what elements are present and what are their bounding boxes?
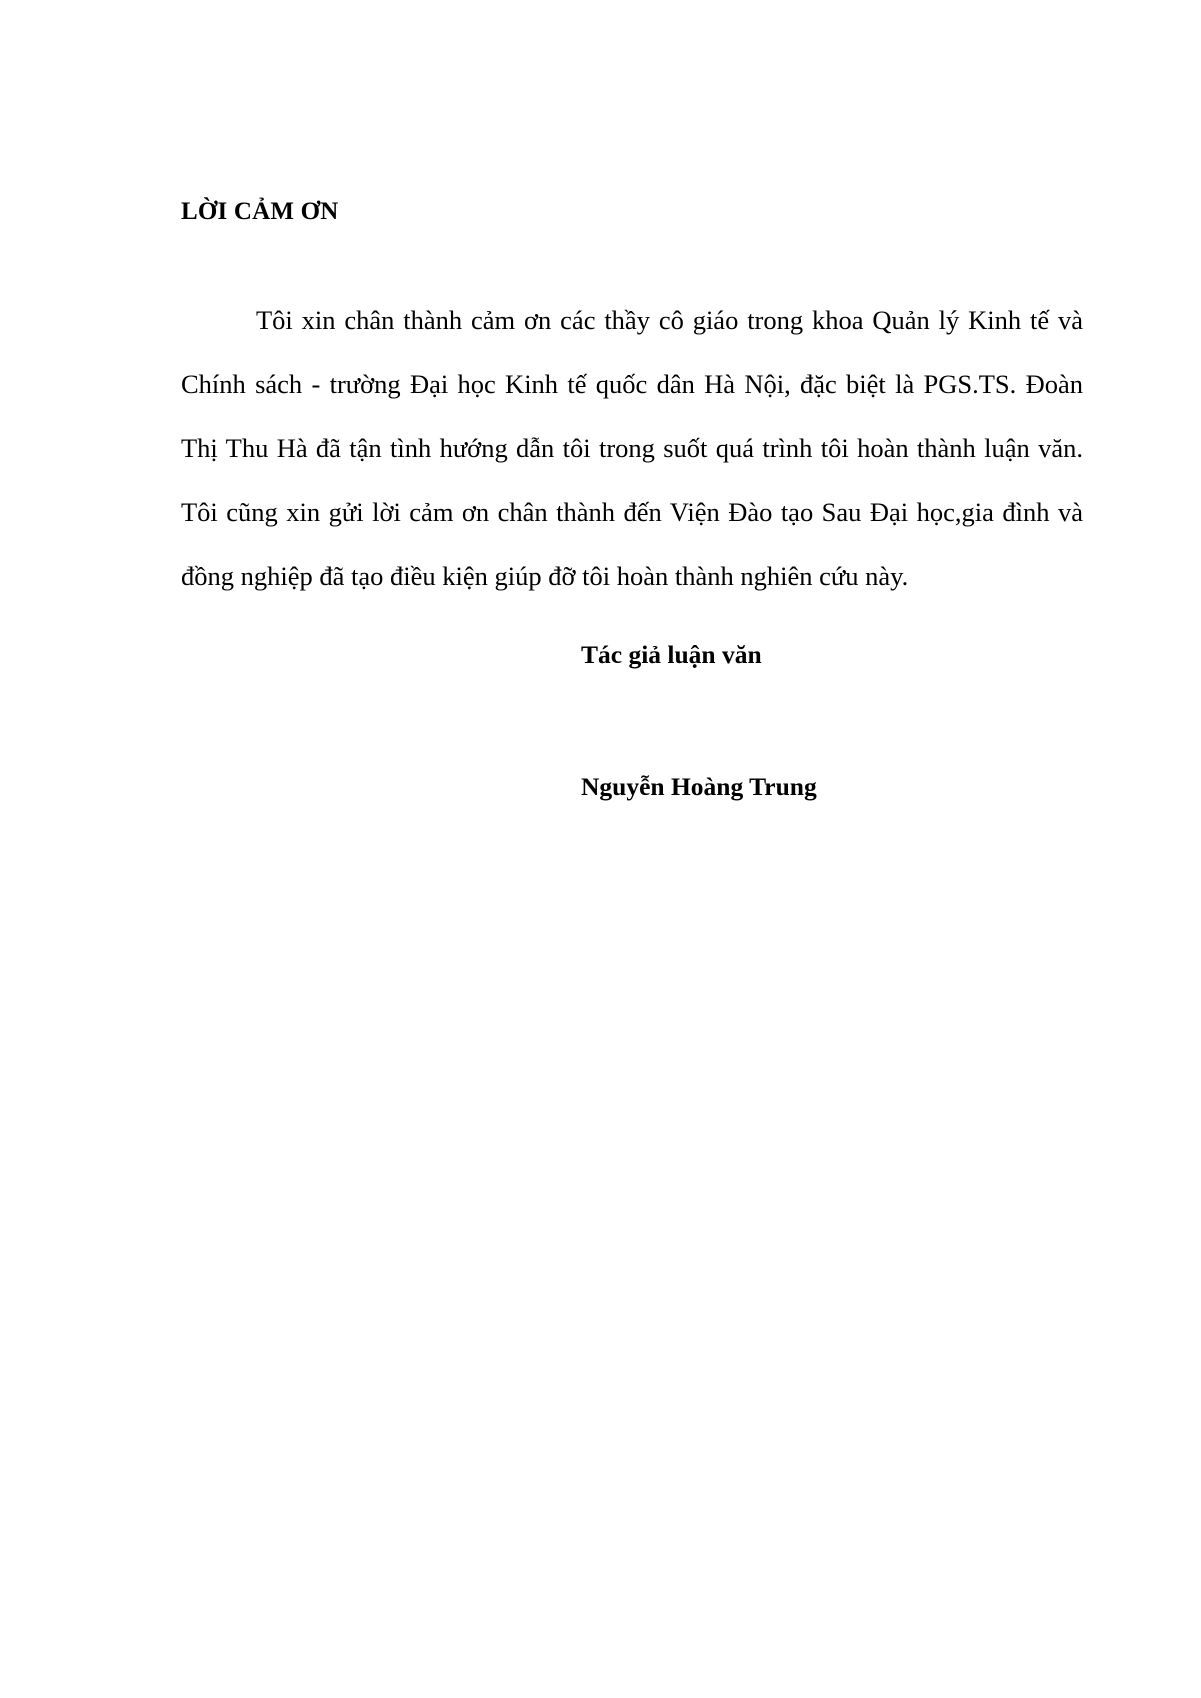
author-name: Nguyễn Hoàng Trung: [581, 772, 817, 801]
page-title: LỜI CẢM ƠN: [181, 198, 339, 225]
acknowledgement-paragraph: Tôi xin chân thành cảm ơn các thầy cô giáo trong khoa Quản lý Kinh tế và Chính sách - trường Đại học Kinh tế quốc dân Hà Nội, đặc biệt là PGS.TS. Đoàn Thị Thu Hà đã tận tình hướng dẫn tôi trong suốt quá trình tôi hoàn thành luận văn. Tôi cũng xin gửi lời cảm ơn chân thành đến Viện Đào tạo Sau Đại học,gia đình và đồng nghiệp đã tạo điều kiện giúp đỡ tôi hoàn thành nghiên cứu này.: [181, 305, 1083, 591]
signature-title: Tác giả luận văn: [581, 640, 762, 669]
